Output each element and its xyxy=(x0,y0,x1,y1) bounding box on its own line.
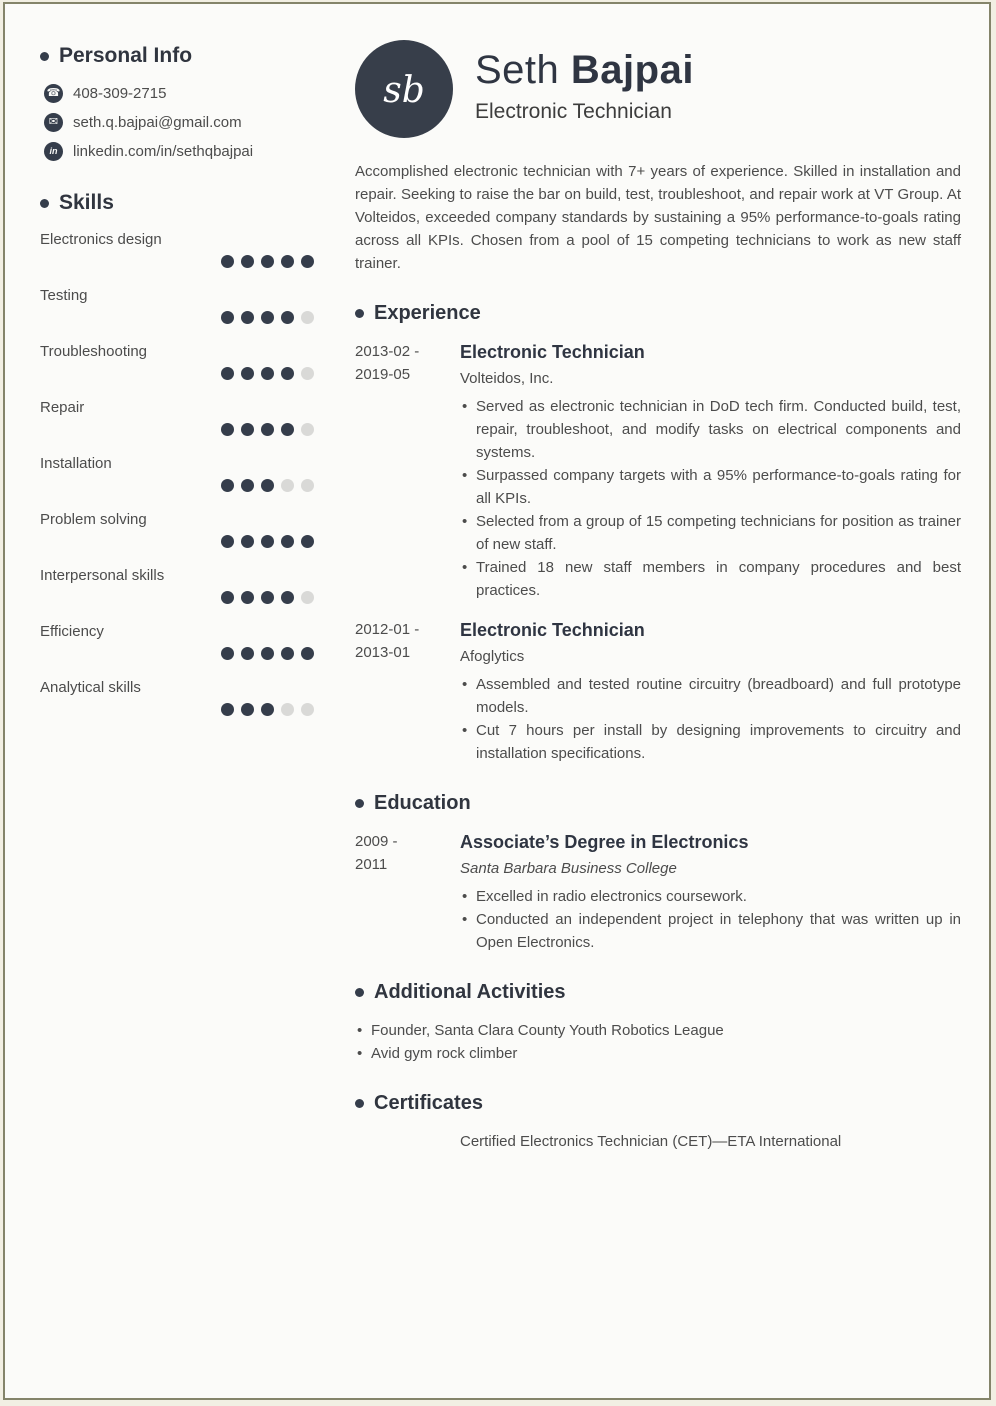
professional-summary: Accomplished electronic technician with 7+ years of experience. Skilled in installation and repair. Seeking to raise the bar on build, test, troubleshoot, and repair work at VT Group. At Volteidos, exceeded company standards by sustaining a 95% performance-to-goals rating across all KPIs. Chosen from a pool of 15 competing technicians to work as new staff trainer. xyxy=(355,163,961,272)
skill-label: Testing xyxy=(40,287,88,304)
skill-dot xyxy=(241,311,254,324)
activity-bullet: • Founder, Santa Clara County Youth Robotics League xyxy=(355,1019,961,1042)
skill-dot xyxy=(281,535,294,548)
skill-dot xyxy=(221,479,234,492)
skill-dot xyxy=(241,255,254,268)
section-bullet-icon xyxy=(355,1099,364,1108)
entry-dates xyxy=(355,830,460,954)
experience-entry xyxy=(355,340,961,602)
main-column xyxy=(355,40,961,1153)
skill-dot xyxy=(261,535,274,548)
skill-dot xyxy=(221,703,234,716)
section-bullet-icon xyxy=(40,52,49,61)
skill-label: Repair xyxy=(40,399,85,416)
skill-dot xyxy=(301,703,314,716)
skills-heading xyxy=(40,191,314,215)
skill-item xyxy=(40,455,314,492)
activity-bullet: • Avid gym rock climber xyxy=(355,1042,961,1065)
sidebar xyxy=(40,44,314,735)
skill-label: Interpersonal skills xyxy=(40,567,165,584)
job-title: Electronic Technician xyxy=(460,342,645,362)
skill-dot xyxy=(301,535,314,548)
entry-body xyxy=(460,618,961,765)
personal-info-title: Personal Info xyxy=(59,44,193,67)
degree-title: Associate’s Degree in Electronics xyxy=(460,832,749,852)
job-bullet-list xyxy=(460,395,961,602)
phone-icon: ☎ xyxy=(44,84,63,103)
name-block xyxy=(475,40,694,124)
skill-item xyxy=(40,679,314,716)
email-icon: ✉ xyxy=(44,113,63,132)
job-bullet-list xyxy=(460,673,961,765)
skill-rating xyxy=(40,647,314,660)
personal-info-heading xyxy=(40,44,314,68)
school-name: Santa Barbara Business College xyxy=(460,860,677,877)
skill-dot xyxy=(241,367,254,380)
skill-dot xyxy=(221,647,234,660)
skill-item xyxy=(40,623,314,660)
avatar-initials: sb xyxy=(383,69,425,111)
company-name: Afoglytics xyxy=(460,648,525,665)
certificates-heading xyxy=(355,1092,961,1115)
skill-rating xyxy=(40,535,314,548)
skill-dot xyxy=(241,591,254,604)
skill-rating xyxy=(40,311,314,324)
skill-dot xyxy=(281,423,294,436)
skill-item xyxy=(40,511,314,548)
skill-item xyxy=(40,343,314,380)
entry-body xyxy=(460,340,961,602)
skill-dot xyxy=(221,367,234,380)
skill-label: Analytical skills xyxy=(40,679,141,696)
experience-entry xyxy=(355,618,961,765)
skill-label: Problem solving xyxy=(40,511,147,528)
skill-rating xyxy=(40,423,314,436)
job-bullet: • Selected from a group of 15 competing technicians for position as trainer of new staff. xyxy=(460,510,961,556)
skill-dot xyxy=(301,311,314,324)
activities-bullet-list xyxy=(355,1019,961,1065)
skill-dot xyxy=(281,367,294,380)
linkedin-url: linkedin.com/in/sethqbajpai xyxy=(73,143,254,160)
contact-row-email xyxy=(44,113,314,132)
skill-dot xyxy=(221,535,234,548)
skill-dot xyxy=(301,423,314,436)
job-title: Electronic Technician xyxy=(460,620,645,640)
job-bullet: • Cut 7 hours per install by designing improvements to circuitry and installation specifications. xyxy=(460,719,961,765)
skill-label: Troubleshooting xyxy=(40,343,148,360)
last-name: Bajpai xyxy=(570,48,694,92)
education-bullet-list xyxy=(460,885,961,954)
entry-dates xyxy=(355,340,460,602)
skill-dot xyxy=(301,255,314,268)
linkedin-icon: in xyxy=(44,142,63,161)
skill-label: Installation xyxy=(40,455,112,472)
skill-dot xyxy=(221,311,234,324)
job-bullet: • Assembled and tested routine circuitry (breadboard) and full prototype models. xyxy=(460,673,961,719)
skill-dot xyxy=(281,255,294,268)
person-job-title: Electronic Technician xyxy=(475,100,672,123)
skill-dot xyxy=(301,591,314,604)
skill-dot xyxy=(261,479,274,492)
skill-dot xyxy=(241,647,254,660)
skill-dot xyxy=(241,423,254,436)
skill-dot xyxy=(281,703,294,716)
person-name xyxy=(475,48,694,92)
skill-dot xyxy=(281,591,294,604)
date-to: 2013-01 xyxy=(355,644,411,661)
resume-page xyxy=(3,2,991,1400)
skill-dot xyxy=(261,703,274,716)
contact-row-linkedin xyxy=(44,142,314,161)
skill-dot xyxy=(261,367,274,380)
date-to: 2011 xyxy=(355,856,388,873)
skill-dot xyxy=(241,703,254,716)
certificates-title: Certificates xyxy=(374,1092,483,1114)
skill-item xyxy=(40,399,314,436)
skill-rating xyxy=(40,367,314,380)
skill-dot xyxy=(241,479,254,492)
section-bullet-icon xyxy=(40,199,49,208)
skills-section xyxy=(40,191,314,716)
date-from: 2013-02 - xyxy=(355,343,420,360)
skill-label: Electronics design xyxy=(40,231,162,248)
education-heading xyxy=(355,792,961,815)
job-bullet: • Surpassed company targets with a 95% performance-to-goals rating for all KPIs. xyxy=(460,464,961,510)
skills-title: Skills xyxy=(59,191,114,214)
skill-item xyxy=(40,567,314,604)
experience-title: Experience xyxy=(374,302,481,324)
skill-dot xyxy=(241,535,254,548)
avatar xyxy=(355,40,453,138)
entry-body xyxy=(460,830,961,954)
skill-dot xyxy=(261,255,274,268)
skill-dot xyxy=(261,311,274,324)
skill-dot xyxy=(301,647,314,660)
resume-header xyxy=(355,40,961,138)
section-bullet-icon xyxy=(355,799,364,808)
skill-rating xyxy=(40,703,314,716)
first-name: Seth xyxy=(475,48,560,92)
section-bullet-icon xyxy=(355,988,364,997)
additional-activities-title: Additional Activities xyxy=(374,981,566,1003)
skill-dot xyxy=(261,647,274,660)
phone-number: 408-309-2715 xyxy=(73,85,167,102)
additional-activities-heading xyxy=(355,981,961,1004)
email-address: seth.q.bajpai@gmail.com xyxy=(73,114,242,131)
entry-dates xyxy=(355,618,460,765)
experience-heading xyxy=(355,302,961,325)
date-from: 2012-01 - xyxy=(355,621,420,638)
date-from: 2009 - xyxy=(355,833,398,850)
skill-label: Efficiency xyxy=(40,623,104,640)
skill-dot xyxy=(221,591,234,604)
skill-rating xyxy=(40,591,314,604)
job-bullet: • Trained 18 new staff members in company procedures and best practices. xyxy=(460,556,961,602)
certificate-text: Certified Electronics Technician (CET)—ETA International xyxy=(460,1133,842,1150)
skill-dot xyxy=(261,591,274,604)
contact-row-phone xyxy=(44,84,314,103)
skill-item xyxy=(40,231,314,268)
skill-item xyxy=(40,287,314,324)
skill-dot xyxy=(281,479,294,492)
education-bullet: • Excelled in radio electronics coursework. xyxy=(460,885,961,908)
education-bullet: • Conducted an independent project in telephony that was written up in Open Electronics. xyxy=(460,908,961,954)
education-entry xyxy=(355,830,961,954)
skill-dot xyxy=(221,423,234,436)
skill-dot xyxy=(281,647,294,660)
skill-rating xyxy=(40,255,314,268)
skill-dot xyxy=(281,311,294,324)
skill-dot xyxy=(261,423,274,436)
job-bullet: • Served as electronic technician in DoD tech firm. Conducted build, test, repair, troubleshoot, and modify tasks on electrical components and systems. xyxy=(460,395,961,464)
section-bullet-icon xyxy=(355,309,364,318)
company-name: Volteidos, Inc. xyxy=(460,370,554,387)
skill-dot xyxy=(301,479,314,492)
date-to: 2019-05 xyxy=(355,366,411,383)
skill-dot xyxy=(301,367,314,380)
education-title: Education xyxy=(374,792,471,814)
skill-rating xyxy=(40,479,314,492)
skill-dot xyxy=(221,255,234,268)
